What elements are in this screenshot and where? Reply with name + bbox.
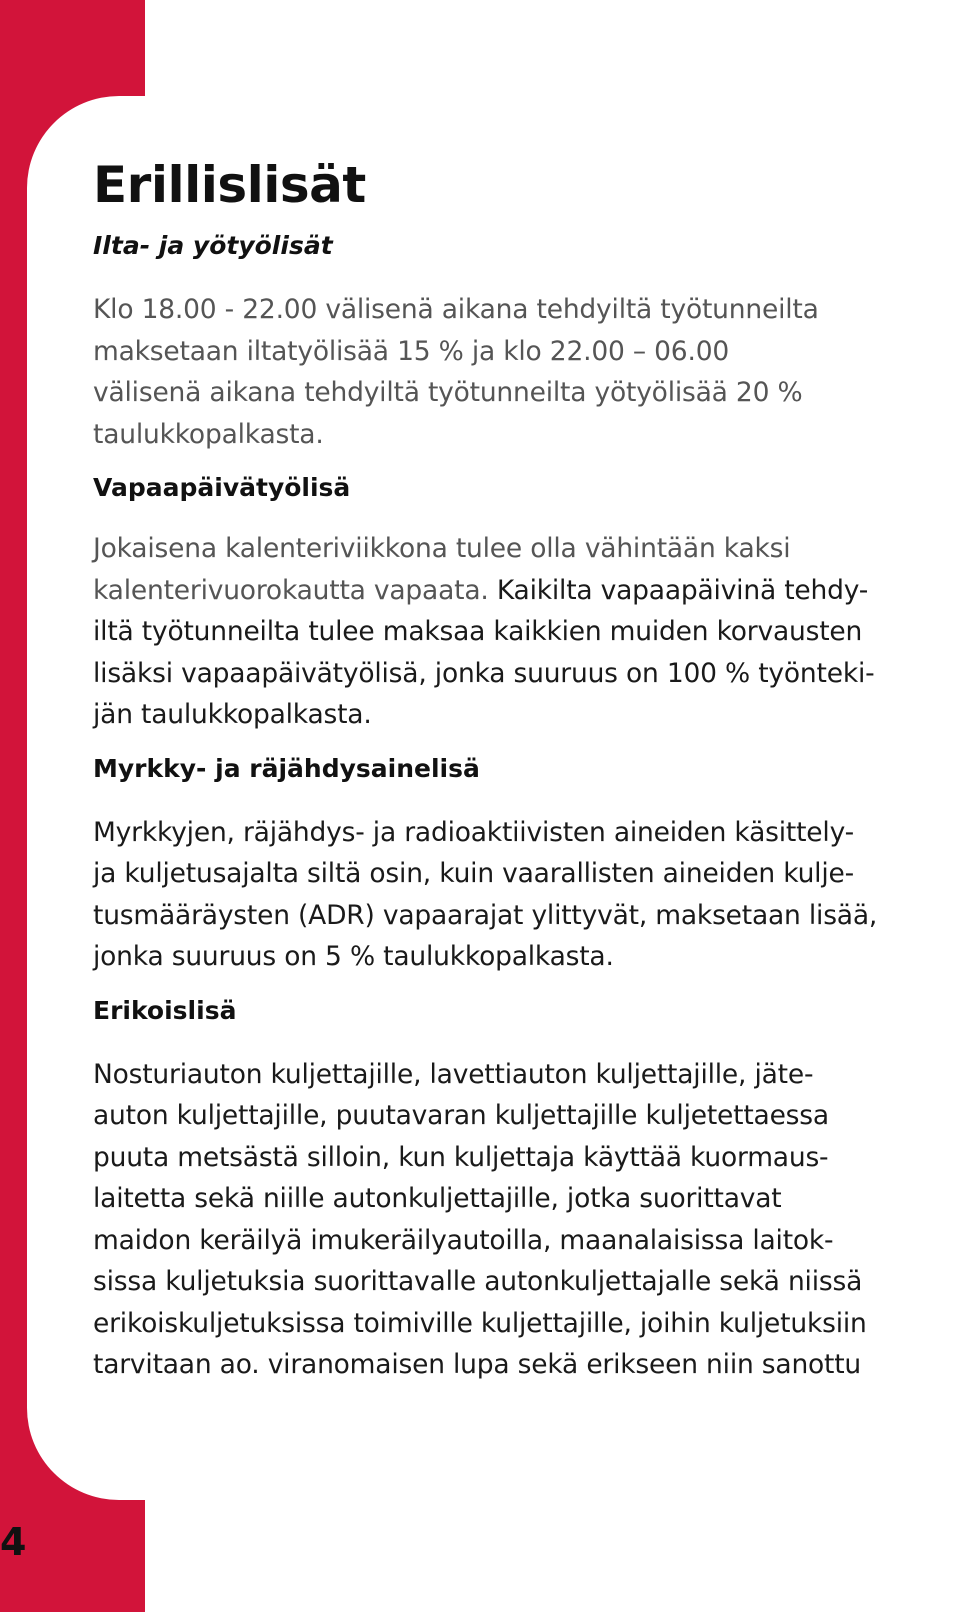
text-line: Klo 18.00 - 22.00 välisenä aikana tehdyiltä työtunneilta <box>93 294 819 325</box>
page-number: 4 <box>0 1520 27 1564</box>
text-line: erikoiskuljetuksissa toimiville kuljettajille, joihin kuljetuksiin <box>93 1307 867 1339</box>
section-heading-erikoislisa: Erikoislisä <box>93 995 237 1025</box>
text-line: taulukkopalkasta. <box>93 418 324 450</box>
section-heading-myrkky-rajahdysainelisa: Myrkky- ja räjähdysainelisä <box>93 753 480 783</box>
section-text-erikoislisa <box>93 1054 933 1386</box>
section-heading-ilta-yotyolisat: Ilta- ja yötyölisät <box>93 231 333 260</box>
text-line: lisäksi vapaapäivätyölisä, jonka suuruus on 100 % työnteki- <box>93 657 875 689</box>
text-line: välisenä aikana tehdyiltä työtunneilta yötyölisää 20 % <box>93 377 803 408</box>
section-text-ilta-yotyolisat <box>93 289 933 455</box>
text-line <box>93 570 933 612</box>
text-line: puuta metsästä silloin, kun kuljettaja käyttää kuormaus- <box>93 1141 829 1173</box>
text-line: Nosturiauton kuljettajille, lavettiauton kuljettajille, jäte- <box>93 1058 814 1090</box>
text-line: jän taulukkopalkasta. <box>93 699 372 730</box>
text-line: Jokaisena kalenteriviikkona tulee olla vähintään kaksi <box>93 533 791 564</box>
section-text-vapaapaivatyolisa <box>93 528 933 736</box>
document-body <box>93 148 933 1386</box>
text-line: auton kuljettajille, puutavaran kuljettajille kuljetettaessa <box>93 1100 829 1131</box>
text-line: tusmääräysten (ADR) vapaarajat ylittyvät, maksetaan lisää, <box>93 899 878 931</box>
text-line: iltä työtunneilta tulee maksaa kaikkien muiden korvausten <box>93 616 863 647</box>
text-line: ja kuljetusajalta siltä osin, kuin vaarallisten aineiden kulje- <box>93 858 854 889</box>
text-fragment: Kaikilta vapaapäivinä tehdy- <box>488 574 869 606</box>
text-line: jonka suuruus on 5 % taulukkopalkasta. <box>93 941 614 972</box>
section-heading-vapaapaivatyolisa: Vapaapäivätyölisä <box>93 473 351 502</box>
text-line: maksetaan iltatyölisää 15 % ja klo 22.00 – 06.00 <box>93 335 730 367</box>
page-title: Erillislisät <box>93 156 366 214</box>
text-line: sissa kuljetuksia suorittavalle autonkuljettajalle sekä niissä <box>93 1266 863 1297</box>
text-line: maidon keräilyä imukeräilyautoilla, maanalaisissa laitok- <box>93 1224 834 1256</box>
text-line: laitetta sekä niille autonkuljettajille, jotka suorittavat <box>93 1183 782 1214</box>
text-line: tarvitaan ao. viranomaisen lupa sekä erikseen niin sanottu <box>93 1349 862 1380</box>
section-text-myrkky-rajahdysainelisa <box>93 812 933 978</box>
text-line: Myrkkyjen, räjähdys- ja radioaktiivisten aineiden käsittely- <box>93 816 854 848</box>
text-fragment: kalenterivuorokautta vapaata. <box>93 574 489 606</box>
